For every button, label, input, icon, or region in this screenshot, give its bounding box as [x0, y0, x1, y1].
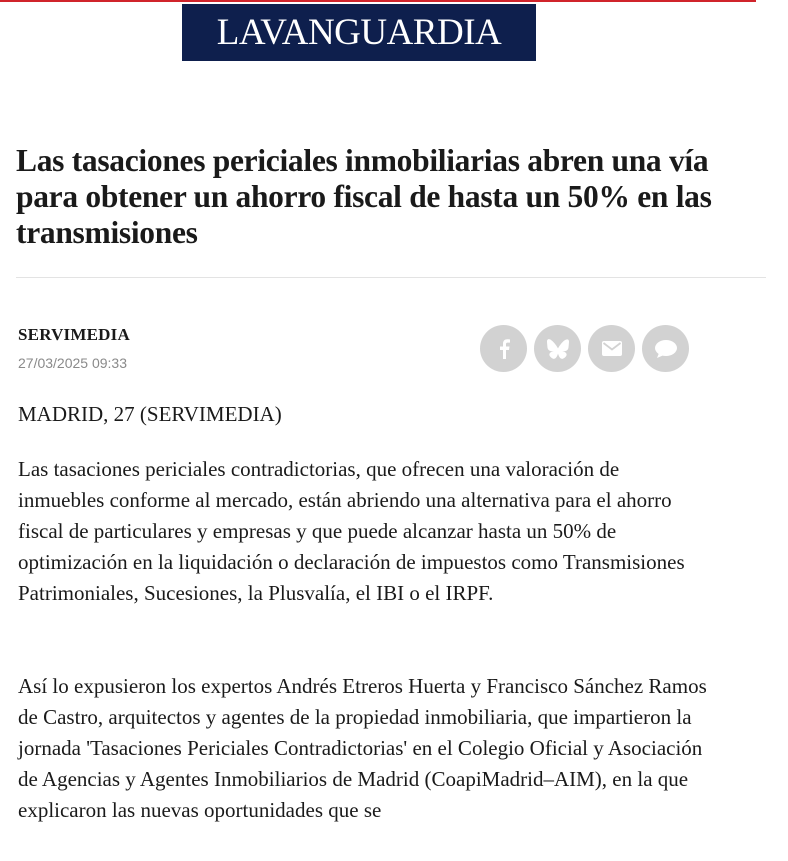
bluesky-icon — [547, 339, 569, 359]
top-accent-rule — [0, 0, 756, 2]
share-email-button[interactable] — [588, 325, 635, 372]
article-byline[interactable]: SERVIMEDIA — [18, 325, 130, 344]
share-comment-button[interactable] — [642, 325, 689, 372]
share-bluesky-button[interactable] — [534, 325, 581, 372]
article-date: 27/03/2025 09:33 — [18, 355, 127, 371]
facebook-icon — [498, 339, 510, 359]
logo-text: LAVANGUARDIA — [216, 12, 502, 53]
article-headline: Las tasaciones periciales inmobiliarias abren una vía para obtener un ahorro fiscal de hasta un 50% en las transmisiones — [16, 143, 712, 250]
article-paragraph: Así lo expusieron los expertos Andrés Etreros Huerta y Francisco Sánchez Ramos de Castro, arquitectos y agentes de la propiedad inmobiliaria, que impartieron la jornada 'Tasaciones Periciales Contradictorias' en el Colegio Oficial y Asociación de Agencias y Agentes Inmobiliarios de Madrid (CoapiMadrid–AIM), en la que explicaron las nuevas oportunidades que se — [18, 674, 707, 822]
article-paragraph: Las tasaciones periciales contradictorias, que ofrecen una valoración de inmuebles conforme al mercado, están abriendo una alternativa para el ahorro fiscal de particulares y empresas y que puede alcanzar hasta un 50% de optimización en la liquidación o declaración de impuestos como Transmisiones Patrimoniales, Sucesiones, la Plusvalía, el IBI o el IRPF. — [18, 457, 685, 605]
article-dateline: MADRID, 27 (SERVIMEDIA) — [18, 402, 282, 426]
headline-divider — [16, 277, 766, 278]
share-buttons — [480, 325, 689, 372]
masthead-logo[interactable] — [182, 4, 536, 61]
share-facebook-button[interactable] — [480, 325, 527, 372]
email-icon — [602, 341, 622, 356]
comment-icon — [654, 339, 678, 359]
